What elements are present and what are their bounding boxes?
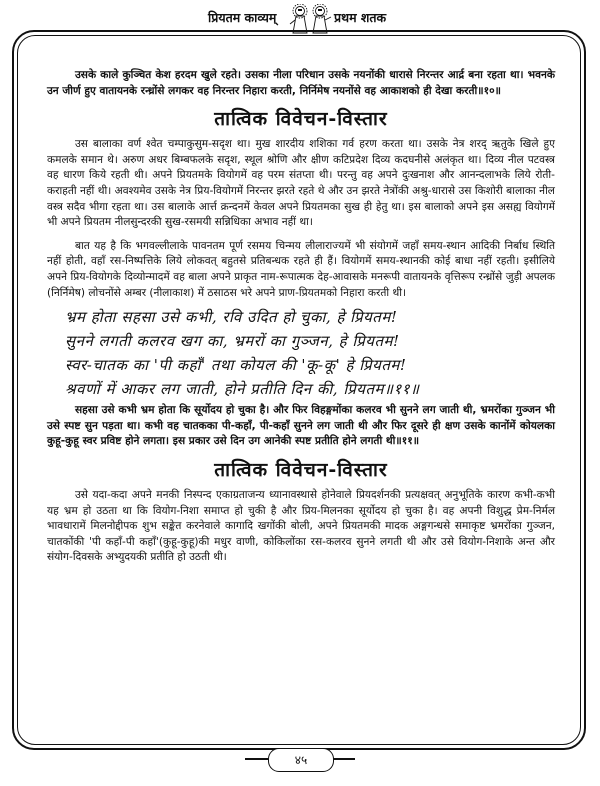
verse-line-2: सुनने लगती कलरव खग का, भ्रमरों का गुञ्जन, हे प्रियतम! [65, 332, 400, 351]
page-number-rule-right [332, 758, 355, 760]
section-heading-2: तात्विक विवेचन-विस्तार [214, 458, 388, 481]
verse-line-1: भ्रम होता सहसा उसे कभी, रवि उदित हो चुका, हे प्रियतम! [65, 308, 398, 327]
header-chapter-title: प्रथम शतक [334, 10, 387, 25]
radha-krishna-illustration [284, 4, 336, 34]
verse-line-3: स्वर-चातक का 'पी कहाँ' तथा कोयल की 'कू-कू' हे प्रियतम! [65, 356, 407, 375]
verse-block [65, 305, 555, 401]
page-body [47, 68, 555, 566]
page-number-rule-left [245, 758, 268, 760]
page-number: ४५ [268, 748, 334, 772]
paragraph-5: उसे यदा-कदा अपने मनकी निस्पन्द एकाग्रताजन्य ध्यानावस्थासे होनेवाले प्रियदर्शनकी प्रत्यक्षवत् अनुभूतिके कारण कभी-कभी यह भ्रम हो उठता था कि वियोग-निशा समाप्त हो चुकी है और प्रिय-मिलनका सूर्योदय हो चुका है। वह अपनी विशुद्ध प्रेम-निर्मल भावधारामें मिलनोद्दीपक शुभ सङ्केत करनेवाले कागादि खगोंकी बोली, अपने प्रियतमकी मादक अङ्गगन्धसे समाकृष्ट भ्रमरोंका गुञ्जन, चातकोंकी 'पी कहाँ-पी कहाँ'(कुहू-कुहू)की मधुर वाणी, कोकिलोंका रस-कलरव सुनने लगती थी और उसे वियोग-निशाके अन्त और संयोग-दिवसके अभ्युदयकी प्रतीति हो उठती थी। [47, 488, 555, 564]
running-header [0, 4, 600, 30]
header-book-title: प्रियतम काव्यम् [208, 10, 277, 25]
paragraph-4: सहसा उसे कभी भ्रम होता कि सूर्योदय हो चुका है। और फिर विहङ्गमोंका कलरव भी सुनने लग जाती थी, भ्रमरोंका गुञ्जन भी उसे स्पष्ट सुन पड़ता था। कभी वह चातकका पी-कहाँ, पी-कहाँ सुनने लग जाती थी और फिर दूसरे ही क्षण उसके कानोंमें कोयलका कुहू-कुहू स्वर प्रविष्ट होने लगता। इस प्रकार उसे दिन उग आनेकी स्पष्ट प्रतीति होने लगती थी॥११॥ [47, 404, 555, 448]
paragraph-3: बात यह है कि भगवल्लीलाके पावनतम पूर्ण रसमय चिन्मय लीलाराज्यमें भी संयोगमें जहाँ समय-स्थान आदिकी निर्बाध स्थिति नहीं होती, वहाँ रस-निष्पत्तिके लिये लोकवत् बहुतसे प्रतिबन्धक रहते ही हैं। वियोगमें समय-स्थानकी कोई बाधा नहीं रहती। इसीलिये अपने प्रिय-वियोगके दिव्योन्मादमें वह बाला अपने प्राकृत नाम-रूपात्मक देह-आवासके मनरूपी वातायनके वृत्तिरूप रन्ध्रोंसे जुड़ी अपलक (निर्निमेष) लोचनोंसे अम्बर (नीलाकाश) में ठसाठस भरे अपने प्राण-प्रियतमको निहारा करती थी। [47, 239, 555, 299]
verse-line-4: श्रवणों में आकर लग जाती, होने प्रतीति दिन की, प्रियतम॥११॥ [65, 380, 420, 399]
paragraph-1: उसके काले कुञ्चित केश हरदम खुले रहते। उसका नीला परिधान उसके नयनोंकी धारासे निरन्तर आर्द्र बना रहता था। भवनके उन जीर्ण हुए वातायनके रन्ध्रोंसे लगकर वह निरन्तर निहारा करती, निर्निमेष नयनोंसे वह आकाशको ही देखा करती॥१०॥ [47, 69, 555, 97]
section-heading-1: तात्विक विवेचन-विस्तार [214, 108, 388, 131]
paragraph-2: उस बालाका वर्ण श्वेत चम्पाकुसुम-सदृश था। मुख शारदीय शशिका गर्व हरण करता था। उसके नेत्र शरद् ऋतुके खिले हुए कमलके समान थे। अरुण अधर बिम्बफलके सदृश, स्थूल श्रोणि और क्षीण कटिप्रदेश दिव्य कदघनीसे अलंकृत था। दिव्य नील पटवस्त्र वह धारण किये रहती थी। अपने प्रियतमके वियोगमें वह परम संतप्ता थी। परन्तु वह अपने दुःखनाश और आनन्दलाभके लिये रोती-कराहती नहीं थी। अवश्यमेव उसके नेत्र प्रिय-वियोगमें निरन्तर झरते रहते थे और उन झरते नेत्रोंकी अश्रु-धारासे उस किशोरी बालाका नील वस्त्र सदैव भीगा रहता था। उस बालाके आर्त्त क्रन्दनमें केवल अपने प्रियतमका सुख ही हेतु था। इस बालाको अपने इस असह्य वियोगमें भी अपने प्रियतम नीलसुन्दरकी सुख-रसमयी सन्निधिका अभाव नहीं था। [47, 138, 555, 229]
